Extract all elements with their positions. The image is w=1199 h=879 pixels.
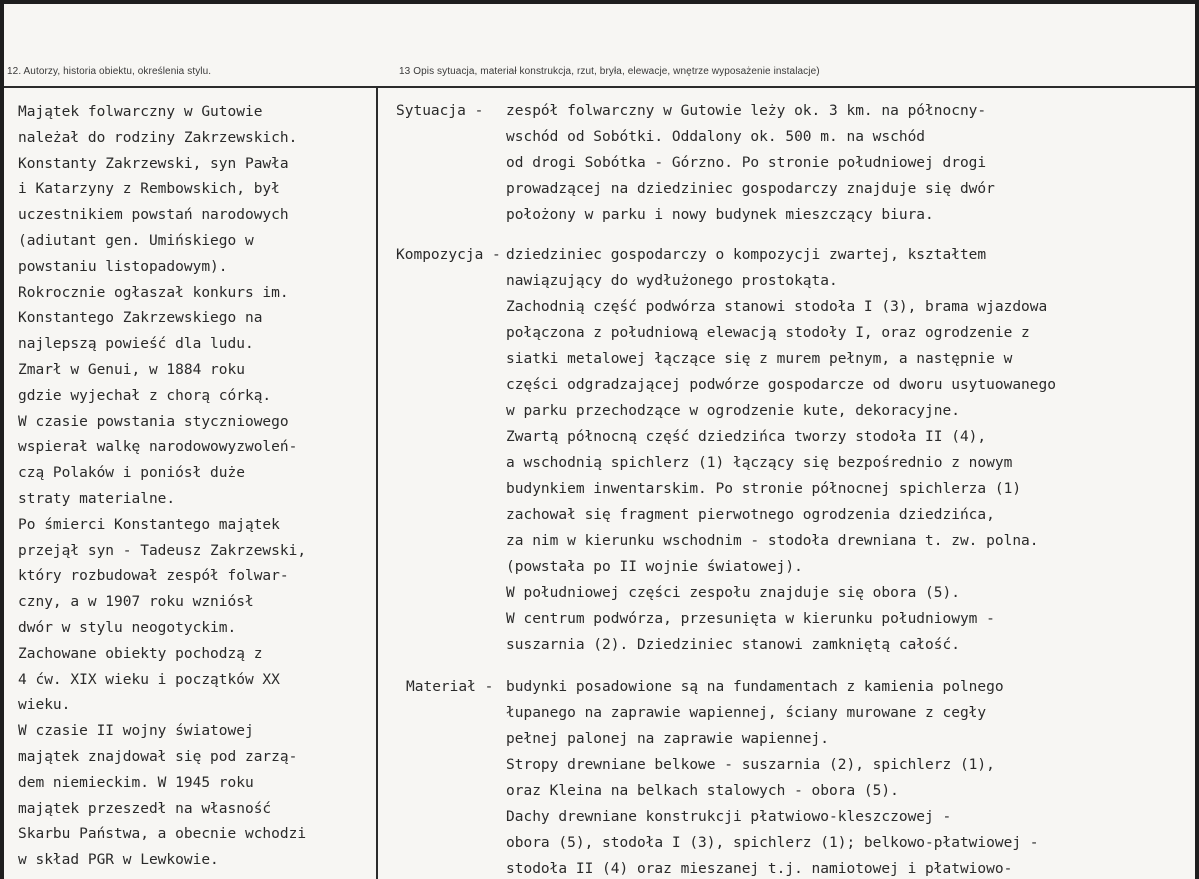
sytuacja-section [396, 98, 1186, 228]
kompozycja-text-line: w parku przechodzące w ogrodzenie kute, dekoracyjne. [506, 403, 960, 419]
history-text-line: Skarbu Państwa, a obecnie wchodzi [18, 826, 307, 843]
material-text-line: obora (5), stodoła I (3), spichlerz (1); belkowo-płatwiowej - [506, 835, 1039, 851]
frame-right-border [1195, 0, 1199, 879]
history-text-line: powstaniu listopadowym). [18, 258, 228, 275]
kompozycja-text-line: (powstała po II wojnie światowej). [506, 559, 803, 575]
kompozycja-text [506, 242, 1186, 658]
kompozycja-section [396, 242, 1186, 658]
history-text-line: przejął syn - Tadeusz Zakrzewski, [18, 542, 307, 559]
material-text-line: oraz Kleina na belkach stalowych - obora (5). [506, 783, 899, 799]
history-column [18, 100, 370, 874]
history-text-line: Majątek folwarczny w Gutowie [18, 104, 263, 120]
section-13-header: 13 Opis sytuacja, materiał konstrukcja, rzut, bryła, elewacje, wnętrze wyposażenie instalacje) [399, 66, 820, 77]
history-text-line: i Katarzyny z Rembowskich, był [18, 181, 280, 198]
material-text-line: stodoła II (4) oraz mieszanej t.j. namiotowej i płatwiowo- [506, 861, 1013, 877]
sytuacja-text-line: od drogi Sobótka - Górzno. Po stronie południowej drogi [506, 155, 987, 171]
history-text-line: Konstanty Zakrzewski, syn Pawła [18, 155, 289, 172]
sytuacja-text-line: wschód od Sobótki. Oddalony ok. 500 m. na wschód [506, 129, 926, 145]
history-text-line: czny, a w 1907 roku wzniósł [18, 594, 254, 611]
sytuacja-text-line: prowadzącej na dziedziniec gospodarczy znajduje się dwór [506, 181, 995, 197]
history-text-line: 4 ćw. XIX wieku i początków XX [18, 671, 280, 688]
kompozycja-text-line: części odgradzającej podwórze gospodarcze od dworu usytuowanego [506, 377, 1056, 393]
history-text-line: Konstantego Zakrzewskiego na [18, 310, 263, 327]
material-text-line: pełnej palonej na zaprawie wapiennej. [506, 731, 830, 747]
sytuacja-text-line: zespół folwarczny w Gutowie leży ok. 3 km. na północny- [506, 103, 987, 119]
sytuacja-text [506, 98, 1186, 228]
description-column [396, 98, 1186, 879]
history-text-line: najlepszą powieść dla ludu. [18, 336, 254, 353]
kompozycja-text-line: dziedziniec gospodarczy o kompozycji zwartej, kształtem [506, 247, 987, 263]
kompozycja-text-line: budynkiem inwentarskim. Po stronie północnej spichlerza (1) [506, 481, 1022, 497]
kompozycja-text-line: nawiązujący do wydłużonego prostokąta. [506, 273, 838, 289]
kompozycja-text-line: siatki metalowej łączące się z murem pełnym, a następnie w [506, 351, 1013, 367]
header-rule [4, 86, 1195, 88]
frame-left-border [0, 0, 4, 879]
kompozycja-text-line: Zwartą północną część dziedzińca tworzy stodoła II (4), [506, 429, 987, 445]
kompozycja-text-line: połączona z południową elewacją stodoły I, oraz ogrodzenie z [506, 325, 1030, 341]
history-text-line: dwór w stylu neogotyckim. [18, 619, 237, 636]
history-text-line: Po śmierci Konstantego majątek [18, 516, 280, 533]
section-12-header: 12. Autorzy, historia obiektu, określenia stylu. [7, 66, 212, 77]
history-text-line: straty materialne. [18, 490, 176, 507]
sytuacja-text-line: położony w parku i nowy budynek mieszczący biura. [506, 207, 934, 223]
material-text-line: łupanego na zaprawie wapiennej, ściany murowane z cegły [506, 705, 987, 721]
kompozycja-label: Kompozycja - [396, 247, 501, 263]
material-text-line: Stropy drewniane belkowe - suszarnia (2), spichlerz (1), [506, 757, 995, 773]
kompozycja-text-line: zachował się fragment pierwotnego ogrodzenia dziedzińca, [506, 507, 995, 523]
history-text-line: W czasie powstania styczniowego [18, 413, 289, 430]
kompozycja-text-line: suszarnia (2). Dziedziniec stanowi zamkniętą całość. [506, 637, 960, 653]
history-text-line: wspierał walkę narodowowyzwoleń- [18, 439, 298, 456]
material-text-line: budynki posadowione są na fundamentach z kamienia polnego [506, 679, 1004, 695]
sytuacja-label: Sytuacja - [396, 103, 484, 119]
history-text-line: dem niemieckim. W 1945 roku [18, 774, 254, 791]
history-text-line: który rozbudował zespół folwar- [18, 568, 289, 585]
history-text-line: Zmarł w Genui, w 1884 roku [18, 361, 245, 378]
kompozycja-text-line: W południowej części zespołu znajduje się obora (5). [506, 585, 960, 601]
history-text-line: czą Polaków i poniósł duże [18, 465, 245, 482]
history-text-line: majątek przeszedł na własność [18, 800, 272, 817]
column-divider [376, 86, 378, 879]
material-section [406, 674, 1186, 879]
history-text-line: Rokrocznie ogłaszał konkurs im. [18, 284, 289, 301]
history-text-line: (adiutant gen. Umińskiego w [18, 232, 254, 249]
kompozycja-text-line: Zachodnią część podwórza stanowi stodoła I (3), brama wjazdowa [506, 299, 1048, 315]
history-text-line: wieku. [18, 697, 71, 714]
history-text-line: gdzie wyjechał z chorą córką. [18, 387, 272, 404]
material-label: Materiał - [406, 679, 494, 695]
kompozycja-text-line: a wschodnią spichlerz (1) łączący się bezpośrednio z nowym [506, 455, 1013, 471]
history-text-line: należał do rodziny Zakrzewskich. [18, 129, 298, 146]
history-text-line: W czasie II wojny światowej [18, 723, 254, 740]
history-text-line: w skład PGR w Lewkowie. [18, 852, 219, 869]
kompozycja-text-line: za nim w kierunku wschodnim - stodoła drewniana t. zw. polna. [506, 533, 1039, 549]
kompozycja-text-line: W centrum podwórza, przesunięta w kierunku południowym - [506, 611, 995, 627]
frame-top-border [0, 0, 1199, 4]
history-text-line: majątek znajdował się pod zarzą- [18, 748, 298, 765]
history-text-line: Zachowane obiekty pochodzą z [18, 645, 263, 662]
history-text-line: uczestnikiem powstań narodowych [18, 207, 289, 224]
material-text-line: Dachy drewniane konstrukcji płatwiowo-kleszczowej - [506, 809, 952, 825]
material-text [506, 674, 1186, 879]
